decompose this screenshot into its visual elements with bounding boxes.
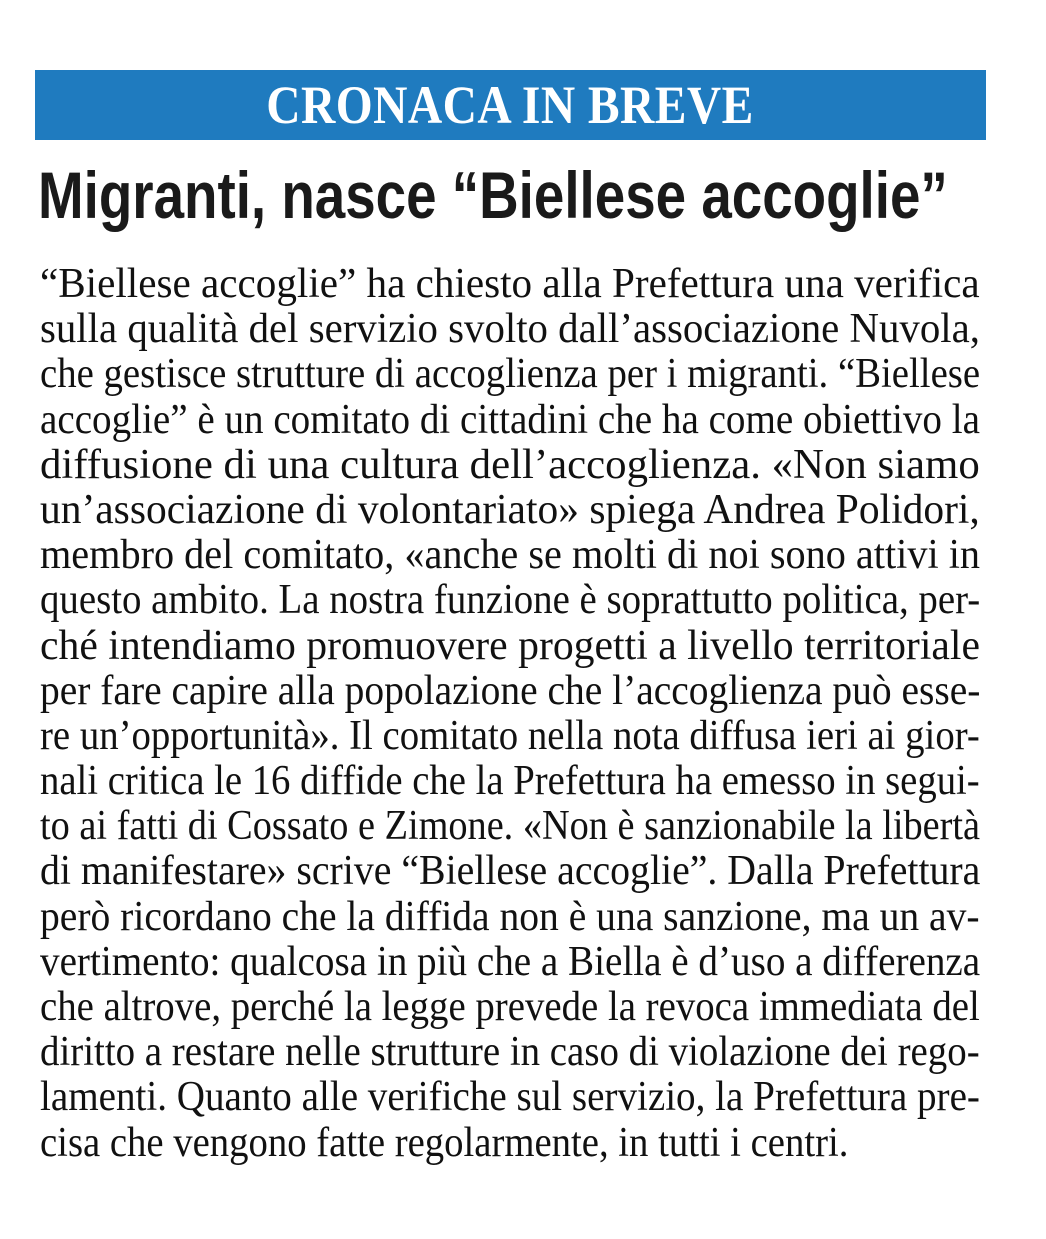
body-line: lamenti. Quanto alle verifiche sul servizio, la Prefettura pre- (40, 1074, 980, 1121)
body-line: per fare capire alla popolazione che l’accoglienza può esse- (40, 667, 981, 714)
body-line: questo ambito. La nostra funzione è soprattutto politica, per- (40, 577, 981, 624)
body-line: che altrove, perché la legge prevede la revoca immediata del (40, 984, 980, 1030)
body-line: un’associazione di volontariato» spiega Andrea Polidori, (40, 486, 980, 533)
article-body (40, 262, 985, 1166)
body-line: diritto a restare nelle strutture in caso di violazione dei rego- (40, 1029, 980, 1076)
body-line: accoglie” è un comitato di cittadini che ha come obiettivo la (40, 396, 980, 443)
body-line: “Biellese accoglie” ha chiesto alla Prefettura una verifica (40, 261, 980, 307)
body-line: to ai fatti di Cossato e Zimone. «Non è sanzionabile la libertà (40, 803, 981, 850)
body-line: di manifestare» scrive “Biellese accoglie”. Dalla Prefettura (40, 848, 981, 895)
body-line: nali critica le 16 diffide che la Prefettura ha emesso in segui- (40, 758, 980, 805)
body-line: ché intendiamo promuovere progetti a livello territoriale (40, 622, 980, 669)
body-line: però ricordano che la diffida non è una sanzione, ma un av- (40, 893, 980, 940)
section-banner (35, 70, 986, 140)
section-label: CRONACA IN BREVE (266, 75, 755, 135)
body-line: che gestisce strutture di accoglienza per i migranti. “Biellese (40, 351, 981, 398)
body-line: sulla qualità del servizio svolto dall’associazione Nuvola, (40, 306, 980, 353)
body-line: re un’opportunità». Il comitato nella nota diffusa ieri ai gior- (40, 712, 980, 759)
body-line: diffusione di una cultura dell’accoglienza. «Non siamo (40, 441, 980, 488)
body-line: vertimento: qualcosa in più che a Biella è d’uso a differenza (40, 938, 981, 985)
headline: Migranti, nasce “Biellese accoglie” (38, 158, 948, 232)
body-line: cisa che vengono fatte regolarmente, in tutti i centri. (40, 1119, 849, 1166)
body-line: membro del comitato, «anche se molti di noi sono attivi in (40, 532, 980, 579)
